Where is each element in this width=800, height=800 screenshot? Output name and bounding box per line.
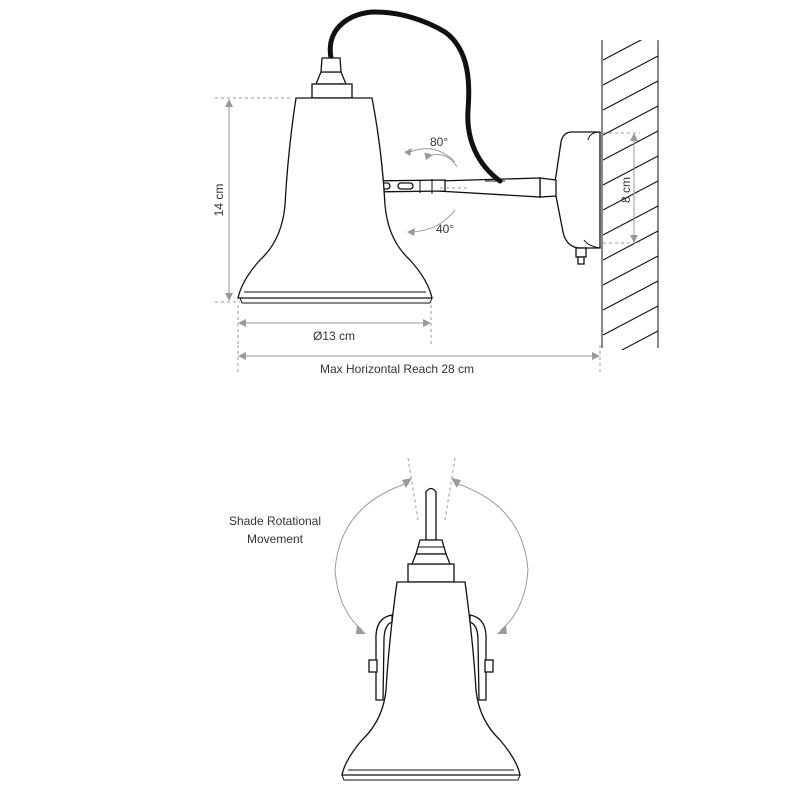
rotation-indicator [229, 458, 528, 634]
wall [602, 30, 660, 385]
rotation-label-line1: Shade Rotational [228, 514, 322, 528]
reach-dimension [238, 345, 600, 376]
plate-dimension [603, 133, 640, 243]
lamp-shade-front [342, 489, 520, 781]
rotation-label-line2: Movement [246, 532, 304, 546]
diameter-label: Ø13 cm [312, 329, 356, 343]
wall-mount [540, 132, 600, 264]
tilt-up-angle: 80° [430, 135, 449, 149]
tilt-down-angle: 40° [436, 222, 455, 236]
plate-height-label: 8 cm [619, 176, 633, 204]
diameter-dimension [238, 305, 431, 345]
height-label: 14 cm [212, 183, 226, 217]
reach-label: Max Horizontal Reach 28 cm [319, 362, 475, 376]
